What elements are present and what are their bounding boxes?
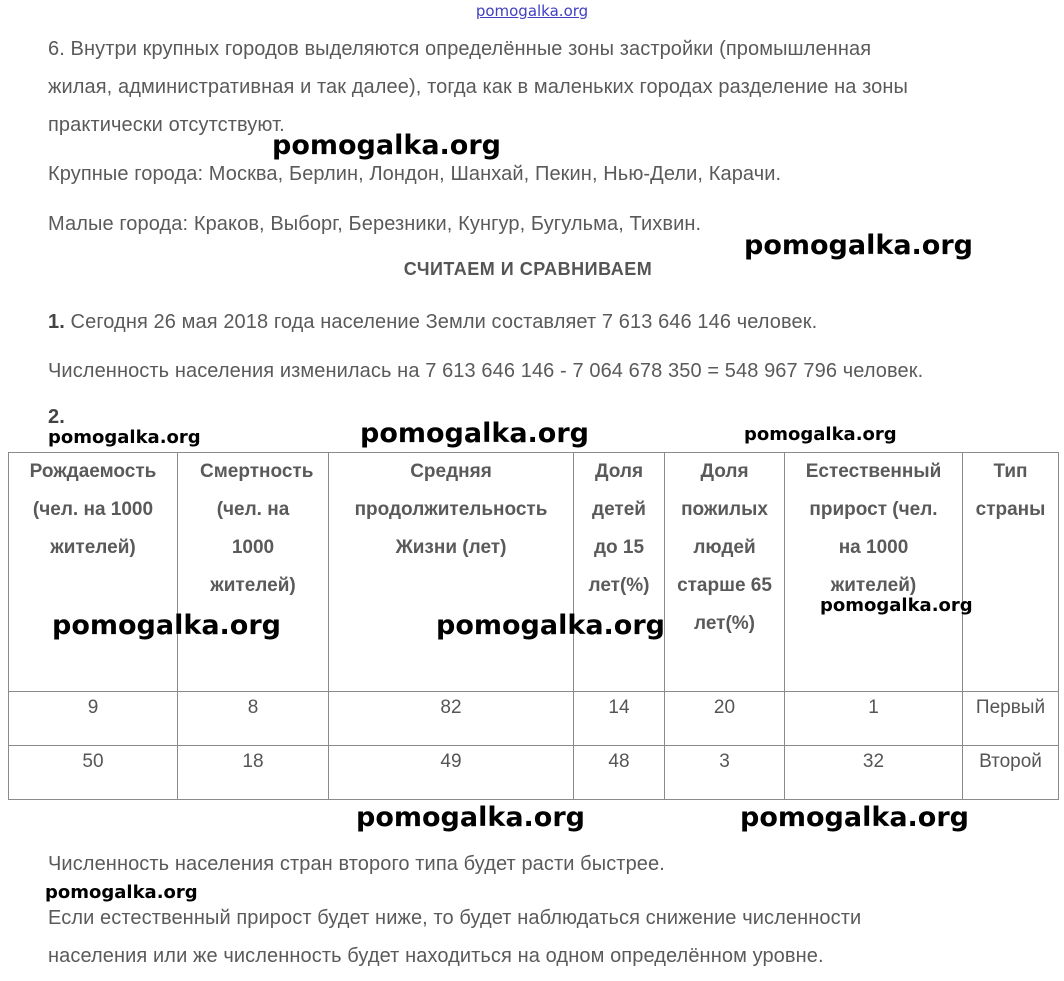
task6-line-3: практически отсутствуют. [48,114,285,136]
watermark: pomogalka.org [744,230,973,261]
task6-line-2: жилая, административная и так далее), тогда как в маленьких городах разделение на зоны [48,76,909,98]
table-cell: 50 [9,746,178,800]
watermark: pomogalka.org [52,610,281,641]
header-country-type: Тип страны [963,453,1059,692]
header-birth-rate: Рождаемость (чел. на 1000 жителей) [9,453,178,692]
section-heading: СЧИТАЕМ И СРАВНИВАЕМ [403,259,653,279]
watermark: pomogalka.org [744,424,897,445]
table-cell: 18 [178,746,329,800]
task1-line-2: Численность населения изменилась на 7 613 646 146 - 7 064 678 350 = 548 967 796 человек. [48,360,924,382]
table-cell: 20 [665,692,785,746]
header-elderly-share: Доля пожилых людей старше 65 лет(%) [665,453,785,692]
table-cell: 1 [785,692,963,746]
watermark: pomogalka.org [356,802,585,833]
header-life-expectancy: Средняя продолжительность Жизни (лет) [329,453,574,692]
table-cell: 8 [178,692,329,746]
table-cell: 14 [574,692,665,746]
watermark: pomogalka.org [48,427,201,448]
task1-text: Сегодня 26 мая 2018 года население Земли составляет 7 613 646 146 человек. [64,311,818,333]
table-cell: Первый [963,692,1059,746]
small-cities: Малые города: Краков, Выборг, Березники, Кунгур, Бугульма, Тихвин. [48,213,702,235]
table-row [9,692,1059,746]
watermark: pomogalka.org [272,130,501,161]
task1-number: 1. [48,311,65,333]
table-row [9,746,1059,800]
header-children-share: Доля детей до 15 лет(%) [574,453,665,692]
table-cell: 32 [785,746,963,800]
table-cell: 48 [574,746,665,800]
table-header-row [9,453,1059,692]
table-cell: 9 [9,692,178,746]
watermark: pomogalka.org [820,595,973,616]
table-cell: Второй [963,746,1059,800]
conclusion-line-1: Численность населения стран второго типа будет расти быстрее. [48,853,665,875]
task1-line-1 [48,303,1008,341]
conclusion-line-3: населения или же численность будет находиться на одном определённом уровне. [48,945,824,967]
header-death-rate: Смертность (чел. на 1000 жителей) [178,453,329,692]
table-cell: 3 [665,746,785,800]
header-natural-growth: Естественный прирост (чел. на 1000 жителей) [785,453,963,692]
task2-number: 2. [48,406,65,428]
watermark: pomogalka.org [45,882,198,903]
table-cell: 49 [329,746,574,800]
task6-line-1: 6. Внутри крупных городов выделяются определённые зоны застройки (промышленная [48,38,872,60]
watermark: pomogalka.org [360,418,589,449]
conclusion-line-2: Если естественный прирост будет ниже, то будет наблюдаться снижение численности [48,907,862,929]
site-link[interactable]: pomogalka.org [475,2,589,20]
watermark: pomogalka.org [740,802,969,833]
watermark: pomogalka.org [436,610,665,641]
large-cities: Крупные города: Москва, Берлин, Лондон, Шанхай, Пекин, Нью-Дели, Карачи. [48,163,782,185]
table-cell: 82 [329,692,574,746]
